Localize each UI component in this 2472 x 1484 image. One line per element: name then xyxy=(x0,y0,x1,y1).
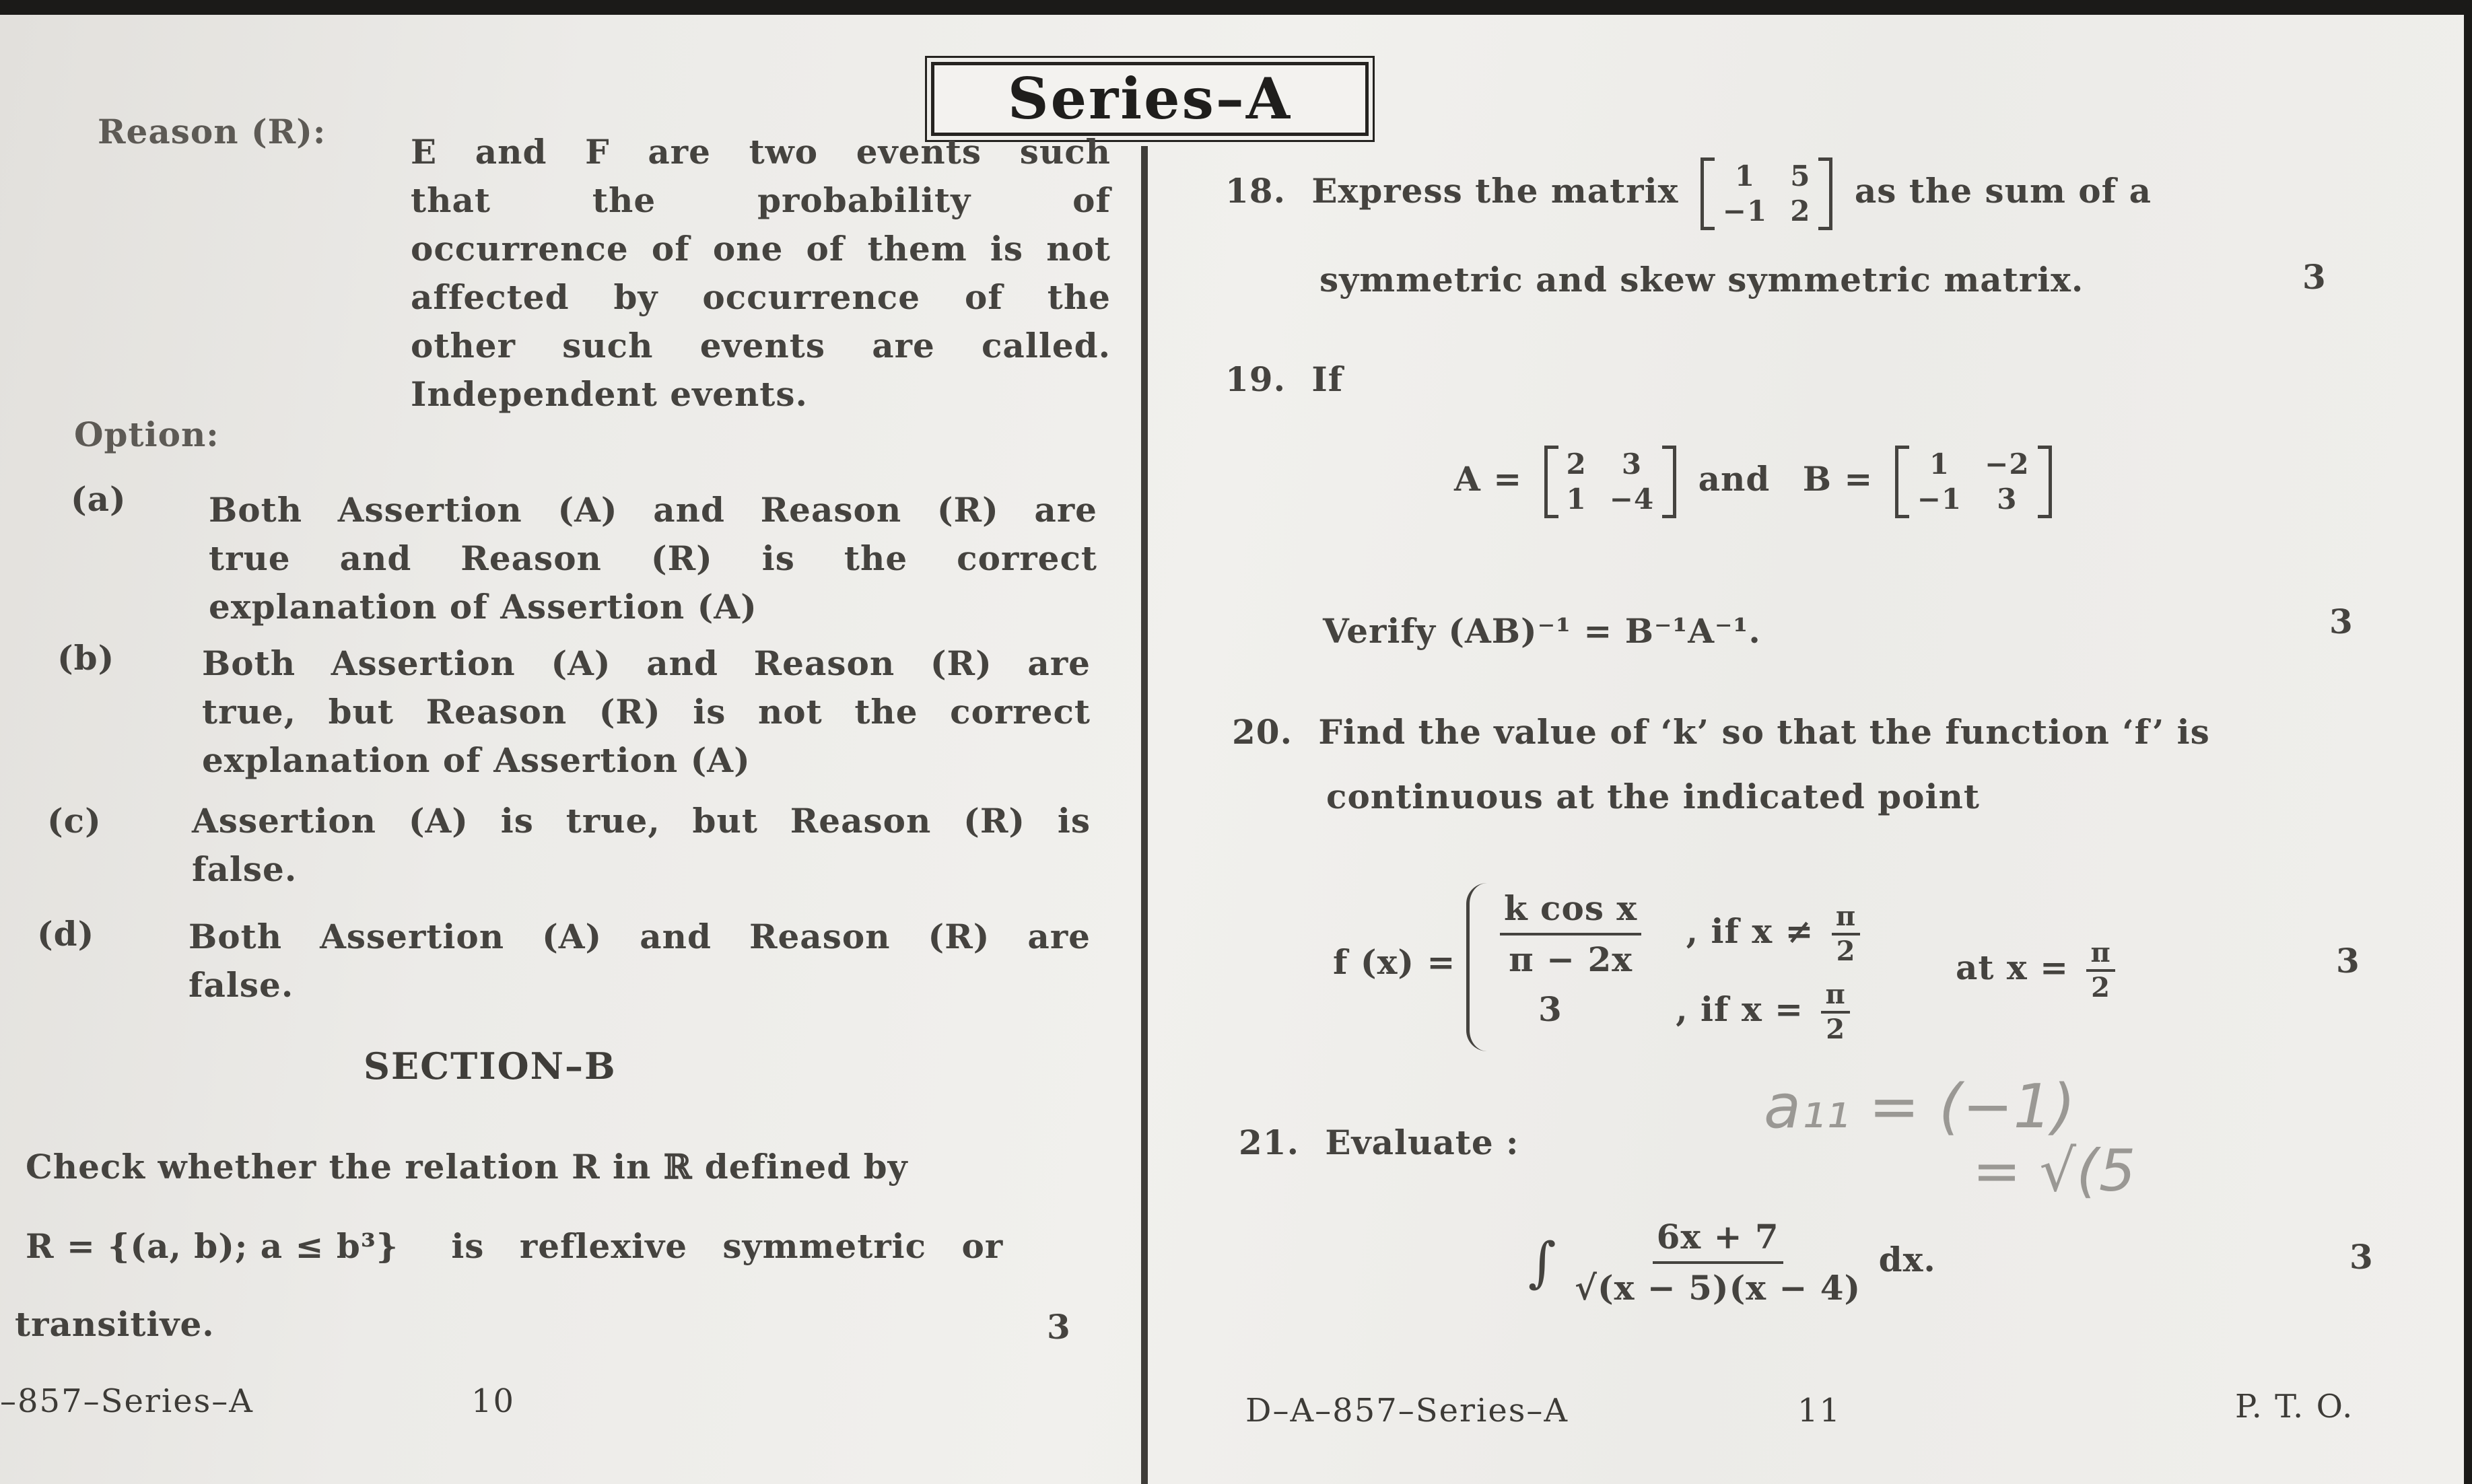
q20-line2: continuous at the indicated point xyxy=(1326,777,1980,816)
piecewise-brace xyxy=(1466,883,1487,1051)
exam-page-spread xyxy=(0,15,2464,1484)
option-line: Both Assertion (A) and Reason (R) are xyxy=(188,917,1091,956)
right-footer-page: 11 xyxy=(1797,1392,1842,1429)
right-footer-code: D–A–857–Series–A xyxy=(1245,1392,1569,1429)
option-line: Assertion (A) is true, but Reason (R) is xyxy=(192,801,1091,841)
q19-a-label: A = xyxy=(1454,459,1523,499)
pi-symbol: π xyxy=(1832,900,1860,935)
reason-text xyxy=(411,128,1111,419)
matrix-cell: 3 xyxy=(1997,483,2018,516)
two: 2 xyxy=(2091,972,2110,1003)
left-footer-page: 10 xyxy=(471,1382,516,1420)
q21-denominator: √(x − 5)(x − 4) xyxy=(1575,1268,1861,1308)
q17-line2-rest: is reflexive symmetric or xyxy=(451,1226,1004,1266)
series-label-box xyxy=(931,62,1369,136)
section-b-heading: SECTION–B xyxy=(364,1045,617,1088)
q19-b-label: B = xyxy=(1802,459,1874,499)
at-pi-over-2 xyxy=(2086,937,2115,1004)
q17-relation: R = {(a, b); a ≤ b³} xyxy=(26,1226,399,1266)
left-footer-code: –857–Series–A xyxy=(0,1382,254,1420)
bracket-left xyxy=(1895,446,1909,518)
case2-value: 3 xyxy=(1538,989,1563,1029)
case1-fraction xyxy=(1500,884,1641,984)
option-line: explanation of Assertion (A) xyxy=(202,740,751,780)
q21-numerator: 6x + 7 xyxy=(1653,1213,1783,1264)
two: 2 xyxy=(1836,935,1856,967)
matrix-cell: 5 xyxy=(1790,160,1811,192)
q18-matrix xyxy=(1701,157,1833,230)
option-b-text xyxy=(202,639,1091,785)
matrix-grid xyxy=(1715,157,1819,230)
q19-number: 19. xyxy=(1225,359,1286,399)
q20-number: 20. xyxy=(1232,712,1293,752)
option-key: (a) xyxy=(71,479,127,519)
series-label: Series–A xyxy=(1007,65,1293,132)
q20-marks: 3 xyxy=(2336,941,2360,981)
bracket-left xyxy=(1544,446,1558,518)
matrix-grid xyxy=(1909,446,2038,518)
reason-line: E and F are two events such xyxy=(411,132,1111,172)
q19-b-matrix xyxy=(1895,446,2052,518)
reason-line: affected by occurrence of the xyxy=(411,277,1111,317)
option-key: (b) xyxy=(57,638,115,678)
q21-line1 xyxy=(1239,1119,1519,1167)
q21-integral-expression xyxy=(1528,1213,1936,1312)
pencil-note: = √(5 xyxy=(1972,1137,2136,1205)
q21-fraction xyxy=(1575,1213,1861,1312)
q18-text-before: Express the matrix xyxy=(1311,171,1679,211)
option-c-text xyxy=(192,797,1091,894)
q17-line3: transitive. xyxy=(15,1304,215,1344)
two: 2 xyxy=(1826,1014,1846,1045)
right-footer-pto: P. T. O. xyxy=(2235,1388,2354,1425)
option-line: Both Assertion (A) and Reason (R) are xyxy=(209,490,1097,530)
q20-line1 xyxy=(1232,708,2356,756)
q20-case2 xyxy=(1538,979,1855,1046)
q17-marks: 3 xyxy=(1047,1307,1071,1347)
bracket-right xyxy=(2038,446,2052,518)
option-key: (c) xyxy=(47,801,102,841)
case2-condition: , if x = xyxy=(1676,989,1804,1029)
q20-at xyxy=(1956,937,2121,1004)
q17-line1: Check whether the relation R in ℝ defined by xyxy=(26,1147,908,1187)
q18-line2: symmetric and skew symmetric matrix. xyxy=(1319,260,2084,299)
reason-label: Reason (R): xyxy=(98,112,327,151)
q17-line2 xyxy=(26,1222,1083,1271)
case1-numerator: k cos x xyxy=(1500,884,1641,935)
pencil-note: a₁₁ = (−1) xyxy=(1764,1071,2075,1142)
reason-line: Independent events. xyxy=(411,374,808,414)
reason-line: other such events are called. xyxy=(411,326,1111,365)
q18-marks: 3 xyxy=(2302,257,2327,297)
option-line: true and Reason (R) is the correct xyxy=(209,538,1097,578)
matrix-cell: 3 xyxy=(1621,448,1643,481)
matrix-cell: 1 xyxy=(1929,448,1950,481)
q21-dx: dx. xyxy=(1878,1240,1936,1279)
matrix-cell: −4 xyxy=(1609,483,1655,516)
matrix-cell: 1 xyxy=(1734,160,1756,192)
case1-pi-over-2 xyxy=(1832,900,1860,968)
option-key: (d) xyxy=(37,914,95,954)
q19-a-matrix xyxy=(1544,446,1677,518)
integral-symbol: ∫ xyxy=(1528,1231,1557,1294)
case1-denominator: π − 2x xyxy=(1509,940,1633,979)
q21-marks: 3 xyxy=(2349,1237,2374,1277)
q18-text-after: as the sum of a xyxy=(1854,171,2152,211)
page-divider xyxy=(1141,146,1148,1484)
q18-number: 18. xyxy=(1225,171,1286,211)
option-line: explanation of Assertion (A) xyxy=(209,587,757,627)
case2-pi-over-2 xyxy=(1821,979,1849,1046)
q19-verify: Verify (AB)⁻¹ = B⁻¹A⁻¹. xyxy=(1323,611,1761,651)
matrix-cell: −1 xyxy=(1722,195,1768,227)
option-line: Both Assertion (A) and Reason (R) are xyxy=(202,643,1091,683)
q20-line1-text: Find the value of ‘k’ so that the function ‘f’ is xyxy=(1318,712,2210,752)
q19-marks: 3 xyxy=(2329,602,2354,641)
case1-condition: , if x ≠ xyxy=(1686,911,1814,951)
q21-number: 21. xyxy=(1239,1123,1299,1162)
option-label: Option: xyxy=(74,415,219,454)
q19-if: If xyxy=(1311,359,1344,399)
matrix-cell: −2 xyxy=(1985,448,2030,481)
q20-case1 xyxy=(1495,884,1865,984)
at-x: at x = xyxy=(1956,948,2069,987)
q19-line1 xyxy=(1225,355,1343,404)
bracket-right xyxy=(1818,157,1832,230)
reason-line: that the probability of xyxy=(411,180,1111,220)
option-line: false. xyxy=(192,849,298,889)
matrix-cell: −1 xyxy=(1917,483,1962,516)
matrix-grid xyxy=(1558,446,1663,518)
pi-symbol: π xyxy=(2086,937,2115,972)
bracket-left xyxy=(1701,157,1715,230)
q21-label: Evaluate : xyxy=(1325,1123,1519,1162)
matrix-cell: 2 xyxy=(1566,448,1587,481)
matrix-cell: 1 xyxy=(1566,483,1587,516)
q20-fx: f (x) = xyxy=(1333,942,1456,982)
bracket-right xyxy=(1662,446,1676,518)
reason-line: occurrence of one of them is not xyxy=(411,229,1111,269)
option-a-text xyxy=(209,486,1097,631)
option-line: true, but Reason (R) is not the correct xyxy=(202,692,1091,732)
q19-matrices xyxy=(1454,446,2061,518)
matrix-cell: 2 xyxy=(1790,195,1811,227)
q19-and: and xyxy=(1698,459,1771,499)
option-line: false. xyxy=(188,965,294,1005)
q18-line1 xyxy=(1225,157,2343,230)
option-d-text xyxy=(188,913,1091,1010)
pi-symbol: π xyxy=(1821,979,1849,1014)
